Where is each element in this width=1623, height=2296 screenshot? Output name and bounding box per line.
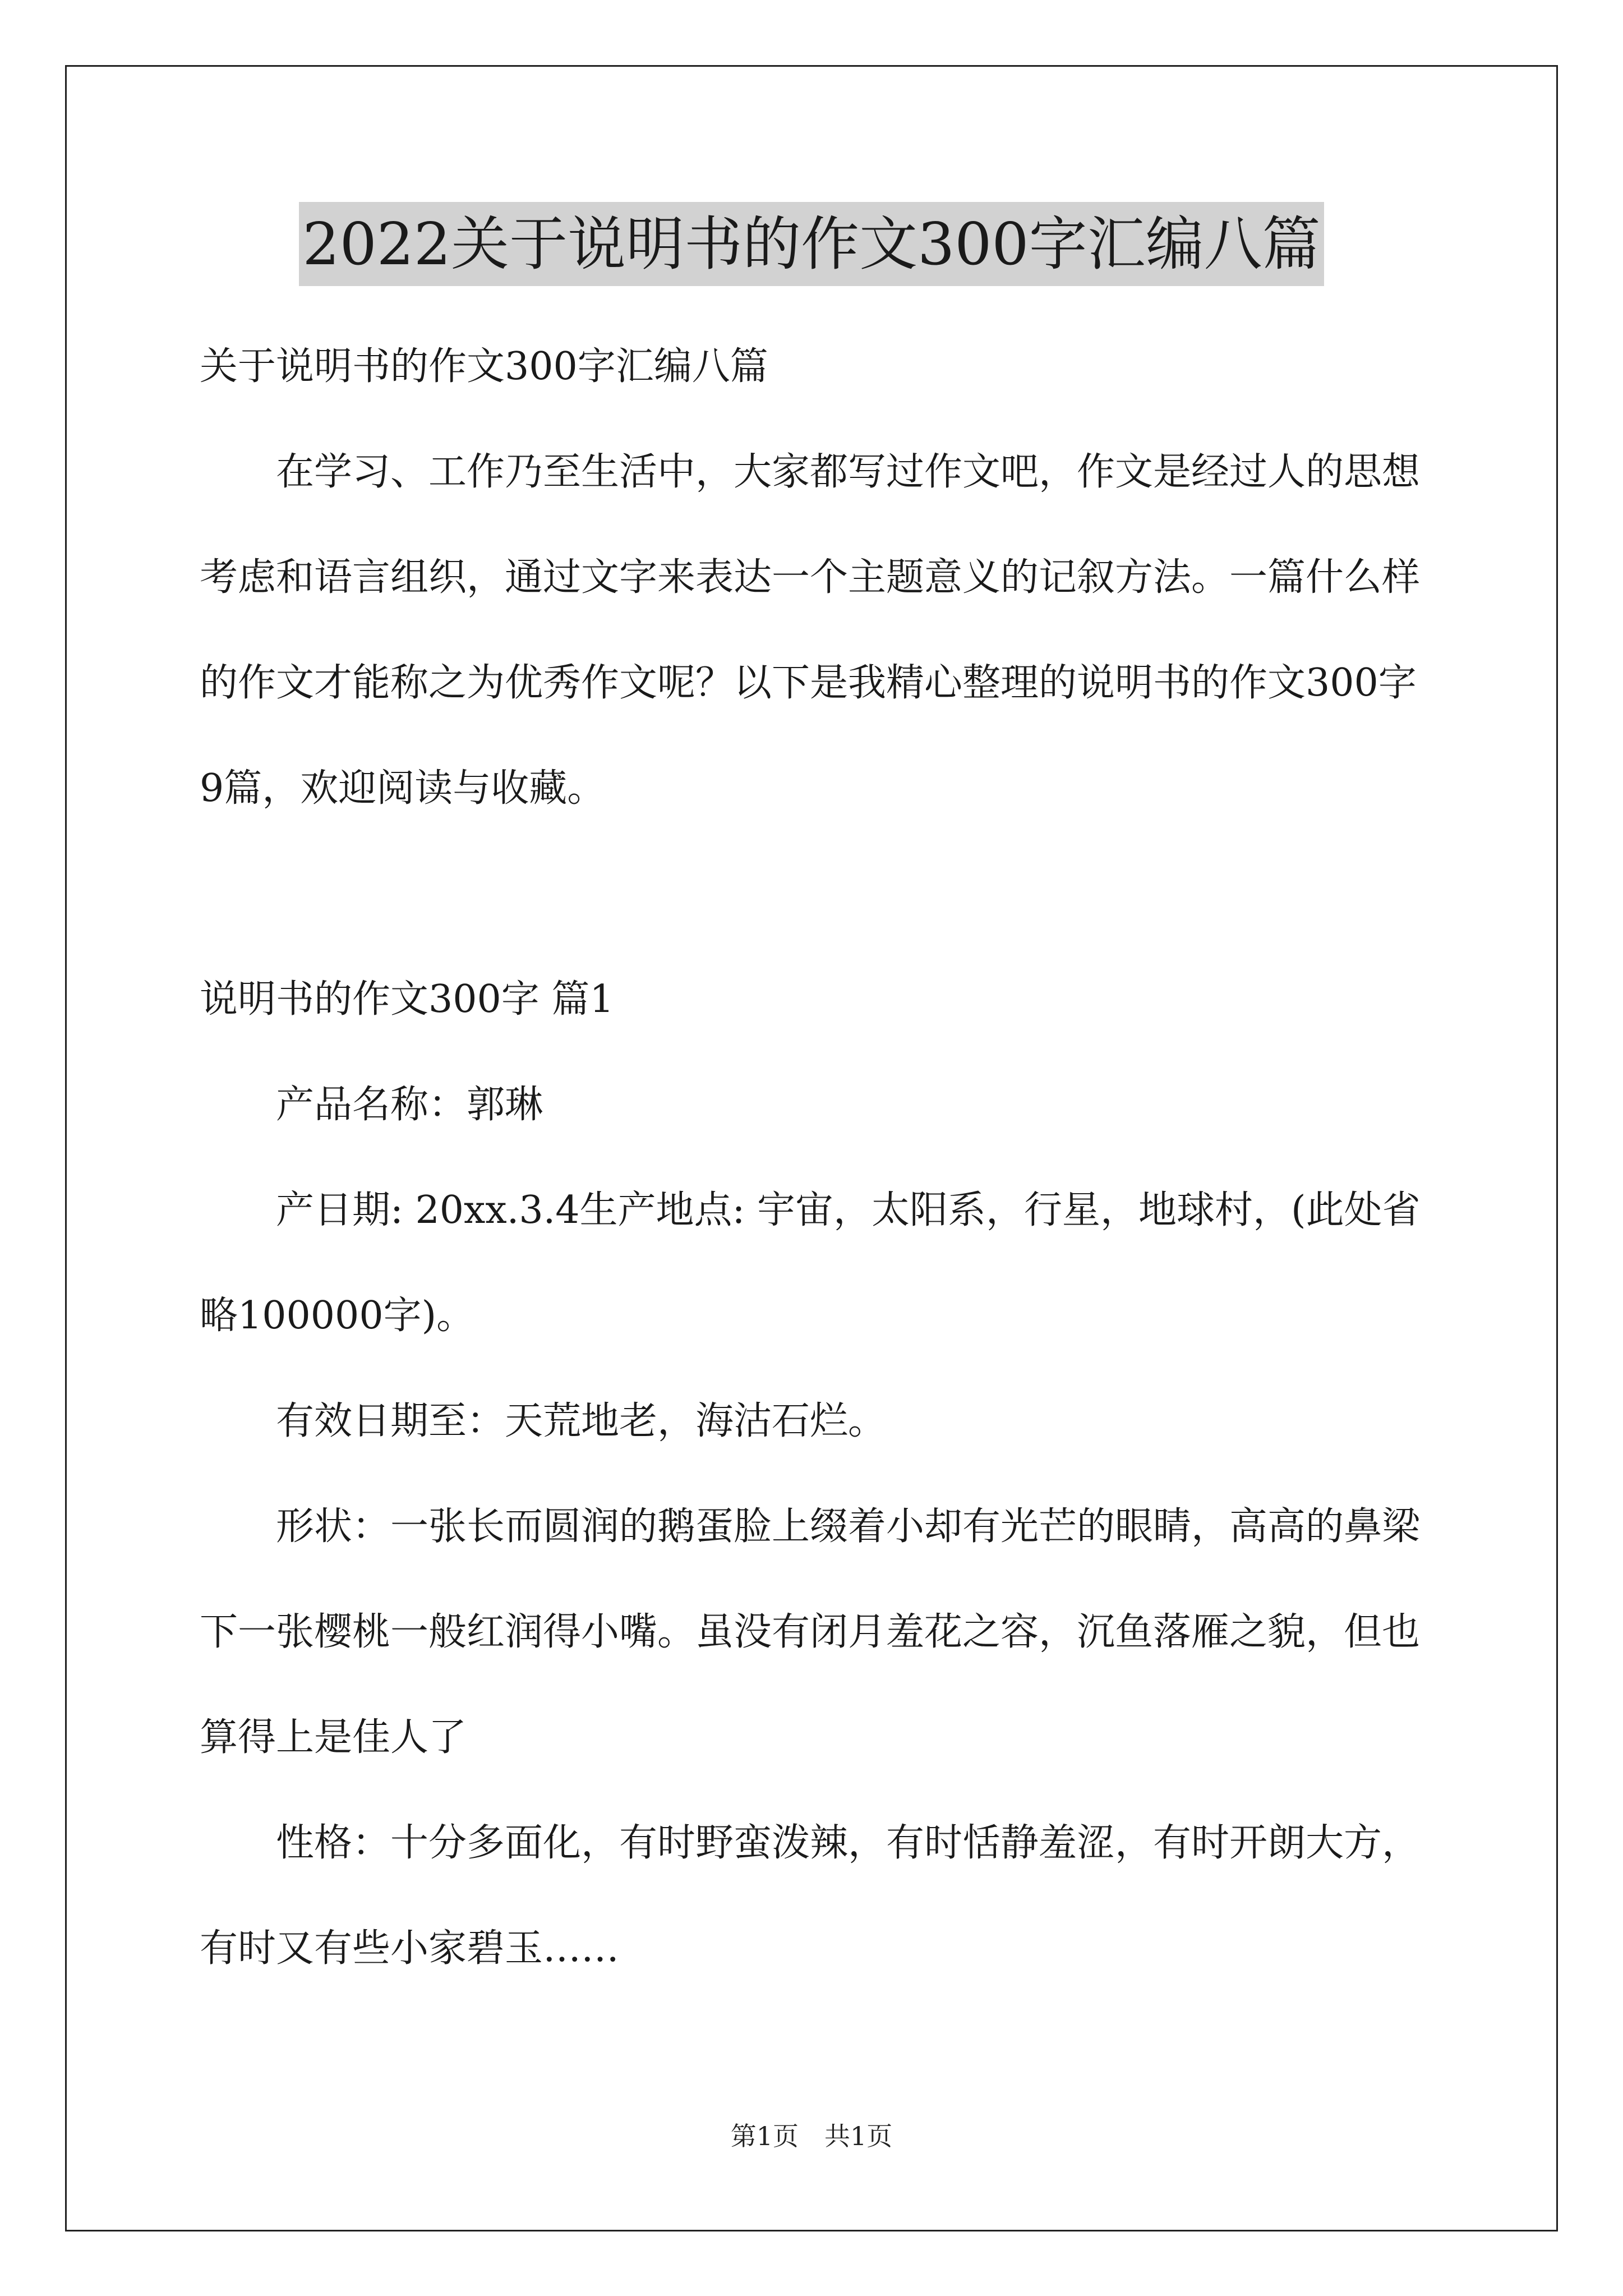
personality-paragraph: 性格：十分多面化，有时野蛮泼辣，有时恬静羞涩，有时开朗大方，有时又有些小家碧玉……: [200, 1821, 1421, 1971]
document-body: [200, 314, 1422, 2001]
intro-paragraph: 在学习、工作乃至生活中，大家都写过作文吧，作文是经过人的思想考虑和语言组织，通过文字来表达一个主题意义的记叙方法。一篇什么样的作文才能称之为优秀作文呢？以下是我精心整理的说明书的作文300字9篇，欢迎阅读与收藏。: [200, 450, 1421, 811]
shape-paragraph: 形状：一张长而圆润的鹅蛋脸上缀着小却有光芒的眼睛，高高的鼻梁下一张樱桃一般红润得小嘴。虽没有闭月羞花之容，沉鱼落雁之貌，但也算得上是佳人了: [200, 1504, 1421, 1760]
product-name-paragraph: 产品名称：郭琳: [276, 1083, 543, 1127]
production-info-paragraph: 产日期: 20xx.3.4生产地点: 宇宙，太阳系，行星，地球村，(此处省略100000字)。: [200, 1188, 1421, 1338]
title-container: [65, 202, 1558, 286]
section-heading: 说明书的作文300字 篇1: [200, 977, 614, 1022]
document-title: 2022关于说明书的作文300字汇编八篇: [299, 202, 1324, 286]
page-footer: 第1页 共1页: [730, 2121, 893, 2151]
subtitle-paragraph: 关于说明书的作文300字汇编八篇: [200, 344, 768, 389]
expiry-paragraph: 有效日期至：天荒地老，海沽石烂。: [276, 1399, 887, 1443]
